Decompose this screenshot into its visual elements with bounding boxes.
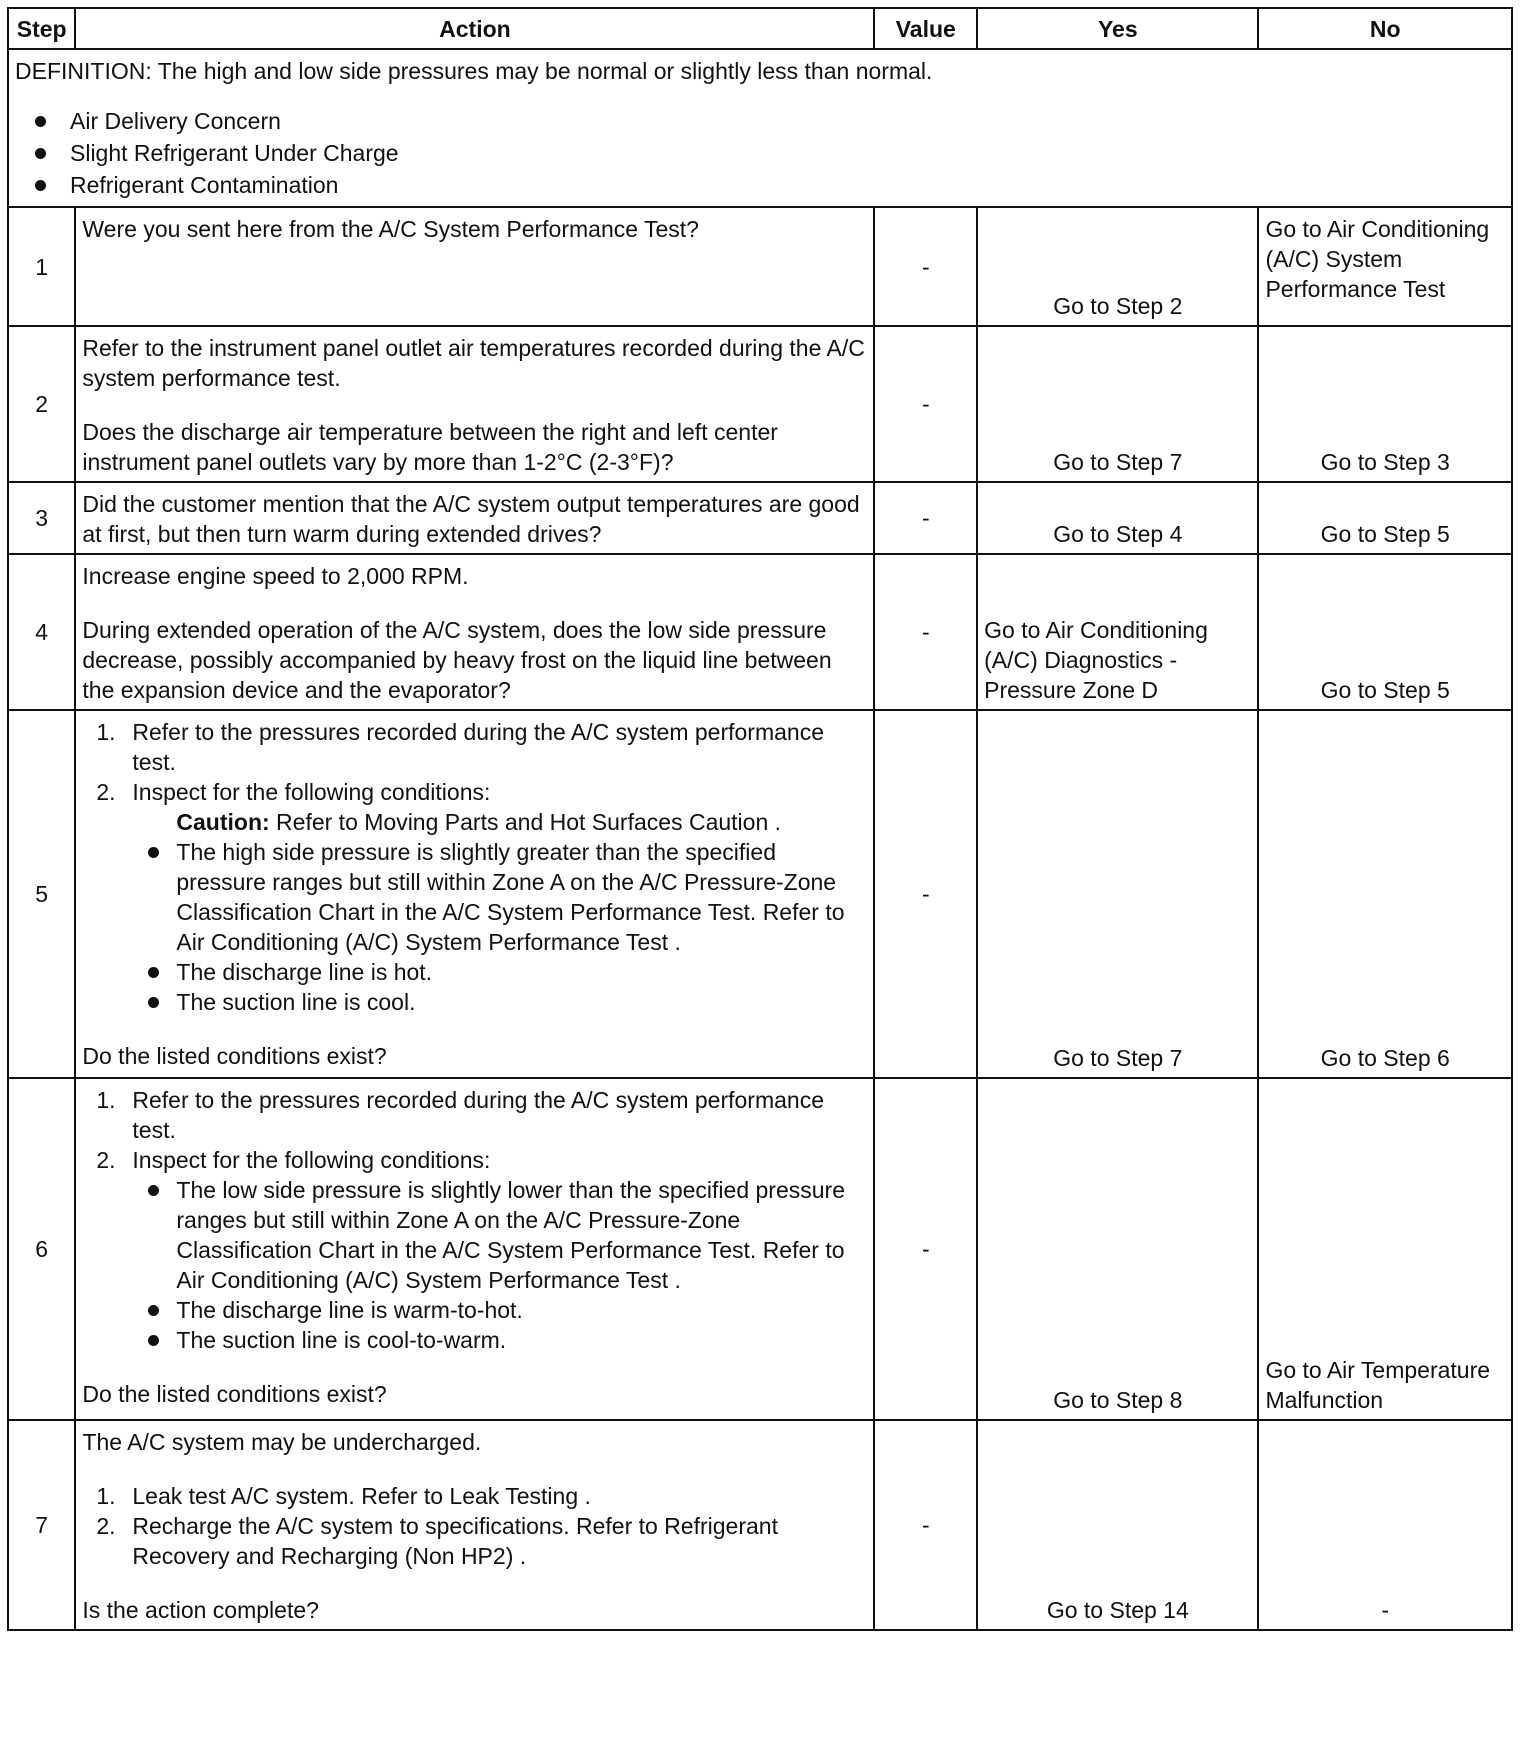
step-number: 4 (8, 554, 75, 710)
list-item: The suction line is cool-to-warm. (132, 1325, 867, 1355)
step-no-link[interactable]: Go to Step 3 (1258, 326, 1512, 482)
list-item: Refrigerant Contamination (15, 170, 1505, 200)
diagnostic-table (7, 7, 1513, 1631)
step-value: - (874, 1420, 977, 1630)
step-yes-link[interactable]: Go to Step 7 (977, 326, 1258, 482)
action-paragraph: The A/C system may be undercharged. (82, 1429, 482, 1455)
list-item: 1. Leak test A/C system. Refer to Leak Testing . (96, 1483, 591, 1509)
step-value: - (874, 1078, 977, 1420)
list-item: The suction line is cool. (132, 987, 867, 1017)
list-item: Slight Refrigerant Under Charge (15, 138, 1505, 168)
step-number: 3 (8, 482, 75, 554)
step-row-1 (8, 207, 1512, 326)
list-item: Air Delivery Concern (15, 106, 1505, 136)
step-no-link[interactable]: Go to Step 5 (1258, 554, 1512, 710)
header-row (8, 8, 1512, 49)
step-no-link[interactable]: Go to Step 6 (1258, 710, 1512, 1078)
step-row-5 (8, 710, 1512, 1078)
bullet-icon (35, 180, 46, 191)
step-row-6 (8, 1078, 1512, 1420)
list-item: The discharge line is warm-to-hot. (132, 1295, 867, 1325)
numbered-list (82, 717, 867, 1017)
step-action (75, 554, 874, 710)
header-step: Step (8, 8, 75, 49)
action-question: Do the listed conditions exist? (82, 1043, 387, 1069)
step-value: - (874, 326, 977, 482)
list-item: The high side pressure is slightly greater than the specified pressure ranges but still within Zone A on the A/C Pressure-Zone Classification Chart in the A/C System Performance Test. Refer to Air Conditioning (A/C) System Performance Test . (132, 837, 867, 957)
action-paragraph: Refer to the instrument panel outlet air temperatures recorded during the A/C system performance test. (82, 335, 865, 391)
condition-list (132, 837, 867, 1017)
step-row-2 (8, 326, 1512, 482)
header-value: Value (874, 8, 977, 49)
step-yes-link[interactable]: Go to Step 14 (977, 1420, 1258, 1630)
condition-list (132, 1175, 867, 1355)
step-value: - (874, 710, 977, 1078)
bullet-icon (148, 1305, 159, 1316)
header-no: No (1258, 8, 1512, 49)
list-item: The low side pressure is slightly lower than the specified pressure ranges but still within Zone A on the A/C Pressure-Zone Classification Chart in the A/C System Performance Test. Refer to Air Conditioning (A/C) System Performance Test . (132, 1175, 867, 1295)
list-item: 1. Refer to the pressures recorded during the A/C system performance test. (96, 719, 824, 775)
header-yes: Yes (977, 8, 1258, 49)
step-number: 7 (8, 1420, 75, 1630)
step-row-7 (8, 1420, 1512, 1630)
caution-note (132, 807, 867, 837)
step-action: Were you sent here from the A/C System Performance Test? (75, 207, 874, 326)
step-action (75, 1078, 874, 1420)
step-value: - (874, 554, 977, 710)
caution-text: Refer to Moving Parts and Hot Surfaces Caution . (276, 809, 782, 835)
step-row-4 (8, 554, 1512, 710)
action-question: Does the discharge air temperature between the right and left center instrument panel outlets vary by more than 1-2°C (2-3°F)? (82, 419, 778, 475)
action-question: During extended operation of the A/C system, does the low side pressure decrease, possibly accompanied by heavy frost on the liquid line between the expansion device and the evaporator? (82, 617, 832, 703)
numbered-list (82, 1085, 867, 1355)
list-item: 2. Inspect for the following conditions: The low side pressure is slightly lower than the specified pressure ranges but still within Zone A on the A/C Pressure-Zone Classification Chart in the A/C System Performance Test. Refer to Air Conditioning (A/C) System Performance Test . The discharge line is warm-to-hot. The suction line is cool-to-warm. (132, 1145, 867, 1355)
step-yes-link[interactable]: Go to Step 8 (977, 1078, 1258, 1420)
bullet-icon (148, 1335, 159, 1346)
list-item: 1. Refer to the pressures recorded during the A/C system performance test. (96, 1087, 824, 1143)
caution-label: Caution: (176, 809, 270, 835)
list-item: The discharge line is hot. (132, 957, 867, 987)
header-action: Action (75, 8, 874, 49)
definition-bullets (15, 106, 1505, 200)
bullet-icon (148, 967, 159, 978)
step-action: Did the customer mention that the A/C system output temperatures are good at first, but then turn warm during extended drives? (75, 482, 874, 554)
step-action (75, 326, 874, 482)
step-yes-link[interactable]: Go to Step 2 (977, 207, 1258, 326)
step-no-link[interactable]: Go to Step 5 (1258, 482, 1512, 554)
bullet-icon (35, 116, 46, 127)
action-paragraph: Increase engine speed to 2,000 RPM. (82, 563, 469, 589)
step-value: - (874, 482, 977, 554)
list-item: 2. Recharge the A/C system to specifications. Refer to Refrigerant Recovery and Recharging (Non HP2) . (96, 1513, 778, 1569)
numbered-list (82, 1481, 867, 1571)
step-number: 5 (8, 710, 75, 1078)
step-number: 6 (8, 1078, 75, 1420)
list-item: 2. Inspect for the following conditions: Caution: Refer to Moving Parts and Hot Surfaces Caution . The high side pressure is slightly greater than the specified pressure ranges but still within Zone A on the A/C Pressure-Zone Classification Chart in the A/C System Performance Test. Refer to Air Conditioning (A/C) System Performance Test . The discharge line is hot. The suction line is cool. (132, 777, 867, 1017)
action-question: Do the listed conditions exist? (82, 1381, 387, 1407)
definition-row (8, 49, 1512, 207)
step-no-link[interactable]: Go to Air Temperature Malfunction (1258, 1078, 1512, 1420)
definition-text: DEFINITION: The high and low side pressures may be normal or slightly less than normal. (15, 58, 933, 84)
definition-cell (8, 49, 1512, 207)
step-row-3 (8, 482, 1512, 554)
bullet-icon (35, 148, 46, 159)
bullet-icon (148, 997, 159, 1008)
step-yes-link[interactable]: Go to Step 4 (977, 482, 1258, 554)
bullet-icon (148, 1185, 159, 1196)
step-number: 1 (8, 207, 75, 326)
bullet-icon (148, 847, 159, 858)
step-no-link[interactable]: Go to Air Conditioning (A/C) System Performance Test (1258, 207, 1512, 326)
step-number: 2 (8, 326, 75, 482)
step-value: - (874, 207, 977, 326)
step-yes-link[interactable]: Go to Step 7 (977, 710, 1258, 1078)
step-no-link[interactable]: - (1258, 1420, 1512, 1630)
action-question: Is the action complete? (82, 1597, 319, 1623)
step-action (75, 710, 874, 1078)
step-yes-link[interactable]: Go to Air Conditioning (A/C) Diagnostics - Pressure Zone D (977, 554, 1258, 710)
step-action (75, 1420, 874, 1630)
